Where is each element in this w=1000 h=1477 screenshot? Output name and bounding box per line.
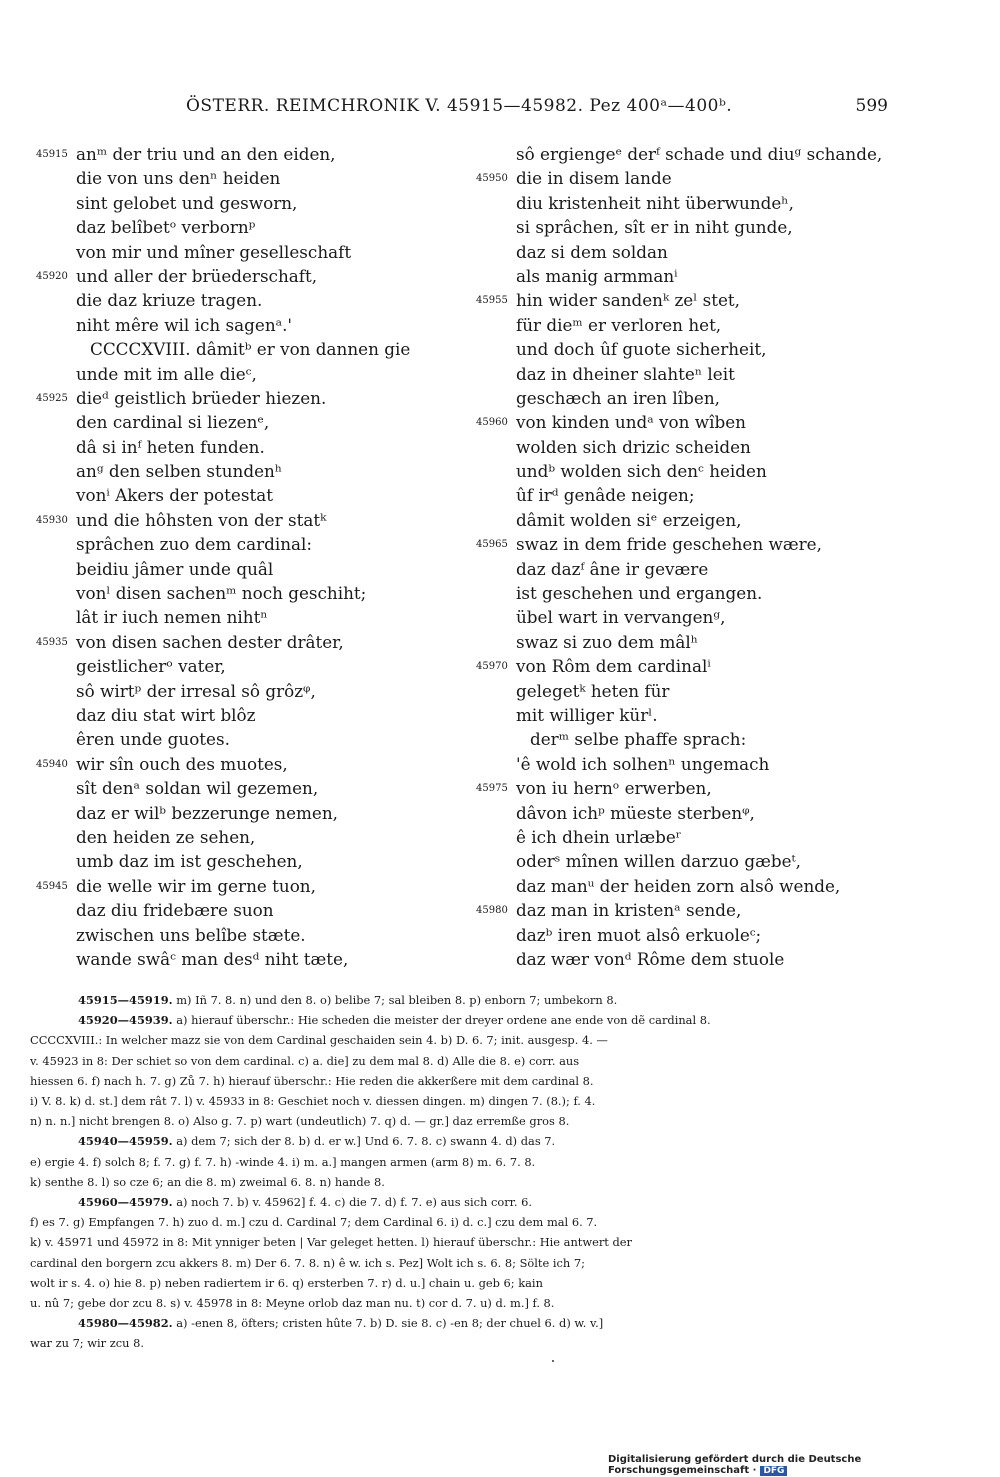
apparatus-line: [30, 1071, 884, 1091]
verse-line: [36, 215, 496, 239]
verse-line: [36, 630, 496, 654]
apparatus-line: [30, 1111, 884, 1131]
verse-line: [36, 191, 496, 215]
verse-line: [36, 801, 496, 825]
verse-text: daz dazᶠ âne ir gevære: [516, 558, 709, 579]
verse-text: daz manᵘ der heiden zorn alsô wende,: [516, 875, 841, 896]
header-title: ÖSTERR. REIMCHRONIK V. 45915—45982. Pez 400ᵃ—400ᵇ.: [186, 96, 733, 116]
verse-line: [476, 630, 936, 654]
line-number: 45960: [476, 417, 508, 429]
verse-line: [476, 703, 936, 727]
verse-text: ûf irᵈ genâde neigen;: [516, 485, 695, 506]
verse-text: für dieᵐ er verloren het,: [516, 314, 722, 335]
right-verse-column: [476, 142, 936, 971]
verse-line: [36, 605, 496, 629]
verse-line: [36, 776, 496, 800]
apparatus-text: k) senthe 8. l) so cze 6; an die 8. m) zweimal 6. 8. n) hande 8.: [30, 1174, 385, 1189]
verse-text: derᵐ selbe phaffe sprach:: [530, 729, 747, 750]
apparatus-text: v. 45923 in 8: Der schiet so von dem cardinal. c) a. die] zu dem mal 8. d) Alle die 8. e) corr. aus: [30, 1053, 580, 1068]
verse-line: [36, 727, 496, 751]
apparatus-line: [30, 1131, 884, 1151]
verse-line: [36, 557, 496, 581]
verse-line: [476, 215, 936, 239]
verse-line: [476, 166, 936, 190]
verse-text: mit williger kürˡ.: [516, 704, 658, 725]
verse-line: [36, 240, 496, 264]
verse-text: undᵇ wolden sich denᶜ heiden: [516, 461, 767, 482]
verse-text: von kinden undᵃ von wîben: [516, 412, 746, 433]
verse-line: [476, 264, 936, 288]
verse-text: den cardinal si liezenᵉ,: [76, 412, 270, 433]
verse-text: 'ê wold ich solhenⁿ ungemach: [516, 753, 770, 774]
apparatus-text: wolt ir s. 4. o) hie 8. p) neben radiertem ir 6. q) ersterben 7. r) d. u.] chain u. geb 6; kain: [30, 1275, 543, 1290]
apparatus-verse-range: 45980—45982.: [78, 1316, 173, 1331]
verse-text: vonˡ disen sachenᵐ noch geschiht;: [76, 583, 367, 604]
apparatus-text: hiessen 6. f) nach h. 7. g) Zů 7. h) hierauf überschr.: Hie reden die akkerßere mit dem cardinal 8.: [30, 1073, 594, 1088]
verse-text: geschæch an iren lîben,: [516, 387, 720, 408]
verse-line: [476, 849, 936, 873]
line-number: 45945: [36, 880, 68, 892]
verse-line: [36, 825, 496, 849]
verse-text: daz si dem soldan: [516, 241, 668, 262]
apparatus-line: [30, 1152, 884, 1172]
verse-line: [476, 825, 936, 849]
verse-text: sint gelobet und gesworn,: [76, 192, 298, 213]
apparatus-verse-range: 45940—45959.: [78, 1134, 173, 1149]
verse-line: [36, 703, 496, 727]
verse-text: von iu hernᵒ erwerben,: [516, 778, 712, 799]
apparatus-text: i) V. 8. k) d. st.] dem rât 7. l) v. 45933 in 8: Geschiet noch v. diessen dingen. m) dingen 7. (8.); f. 4.: [30, 1094, 596, 1109]
line-number: 45940: [36, 758, 68, 770]
verse-text: geistlicherᵒ vater,: [76, 656, 226, 677]
verse-line: [476, 727, 936, 751]
verse-line: [476, 191, 936, 215]
verse-line: [36, 337, 496, 361]
verse-text: die welle wir im gerne tuon,: [76, 875, 316, 896]
verse-text: si sprâchen, sît er in niht gunde,: [516, 217, 793, 238]
verse-text: von disen sachen dester drâter,: [76, 631, 344, 652]
apparatus-line: [30, 1091, 884, 1111]
verse-text: daz er wilᵇ bezzerunge nemen,: [76, 802, 339, 823]
verse-line: [36, 898, 496, 922]
apparatus-text: a) hierauf überschr.: Hie scheden die meister der dreyer ordene ane ende von dẽ cardinal 8.: [176, 1013, 711, 1028]
verse-line: [36, 435, 496, 459]
verse-text: anᵐ der triu und an den eiden,: [76, 144, 336, 164]
verse-line: [476, 483, 936, 507]
apparatus-text: a) noch 7. b) v. 45962] f. 4. c) die 7. d) f. 7. e) aus sich corr. 6.: [176, 1195, 532, 1210]
verse-text: die von uns denⁿ heiden: [76, 168, 281, 189]
digitization-footer: [608, 1454, 1000, 1476]
verse-text: diu kristenheit niht überwundeʰ,: [516, 192, 794, 213]
verse-line: [36, 849, 496, 873]
verse-line: [476, 898, 936, 922]
verse-line: [476, 654, 936, 678]
verse-line: [476, 142, 936, 166]
verse-line: [476, 874, 936, 898]
verse-text: dâvon ichᵖ müeste sterbenᵠ,: [516, 802, 755, 823]
verse-line: [36, 166, 496, 190]
apparatus-line: [30, 1192, 884, 1212]
verse-line: [476, 581, 936, 605]
scan-speck: [552, 1360, 554, 1362]
verse-text: sprâchen zuo dem cardinal:: [76, 534, 313, 555]
verse-line: [36, 459, 496, 483]
verse-line: [36, 923, 496, 947]
verse-text: ist geschehen und ergangen.: [516, 583, 763, 604]
line-number: 45925: [36, 392, 68, 404]
line-number: 45915: [36, 149, 68, 160]
verse-text: swaz si zuo dem mâlʰ: [516, 631, 699, 652]
verse-text: wande swâᶜ man desᵈ niht tæte,: [76, 948, 349, 969]
apparatus-line: [30, 1313, 884, 1333]
verse-text: und die hôhsten von der statᵏ: [76, 509, 327, 530]
apparatus-text: u. nû 7; gebe dor zcu 8. s) v. 45978 in 8: Meyne orlob daz man nu. t) cor d. 7. u) d. m.] f. 8.: [30, 1296, 555, 1311]
verse-line: [476, 923, 936, 947]
verse-line: [36, 386, 496, 410]
apparatus-line: [30, 1293, 884, 1313]
verse-line: [36, 532, 496, 556]
apparatus-text: a) -enen 8, öfters; cristen hûte 7. b) D. sie 8. c) -en 8; der chuel 6. d) w. v.]: [176, 1316, 604, 1331]
verse-line: [36, 679, 496, 703]
verse-line: [36, 313, 496, 337]
verse-line: [476, 386, 936, 410]
verse-line: [476, 776, 936, 800]
apparatus-text: n) n. n.] nicht brengen 8. o) Also g. 7. p) wart (undeutlich) 7. q) d. — gr.] daz erremße gros 8.: [30, 1114, 570, 1129]
line-number: 45955: [476, 295, 508, 307]
verse-line: [476, 288, 936, 312]
verse-text: die in disem lande: [516, 168, 672, 189]
verse-text: lât ir iuch nemen nihtⁿ: [76, 607, 268, 628]
line-number: 45970: [476, 661, 508, 673]
verse-line: [476, 605, 936, 629]
verse-text: ê ich dhein urlæbeʳ: [516, 826, 682, 847]
verse-text: daz wær vonᵈ Rôme dem stuole: [516, 948, 785, 969]
verse-line: [36, 288, 496, 312]
apparatus-line: [30, 1010, 884, 1030]
apparatus-line: [30, 1030, 884, 1050]
verse-text: den heiden ze sehen,: [76, 826, 256, 847]
verse-text: daz in dheiner slahteⁿ leit: [516, 363, 735, 384]
line-number: 45975: [476, 783, 508, 795]
verse-line: [476, 240, 936, 264]
verse-text: êren unde guotes.: [76, 729, 230, 750]
page-number: 599: [855, 96, 888, 116]
apparatus-verse-range: 45915—45919.: [78, 993, 173, 1007]
apparatus-line: [30, 1333, 884, 1353]
apparatus-text: k) v. 45971 und 45972 in 8: Mit ynniger beten | Var geleget hetten. l) hierauf überschr.: Hie antwert der: [30, 1235, 632, 1250]
line-number: 45930: [36, 514, 68, 526]
verse-text: umb daz im ist geschehen,: [76, 851, 303, 872]
verse-text: daz diu stat wirt blôz: [76, 704, 256, 725]
critical-apparatus: [30, 990, 884, 1354]
verse-text: wolden sich drizic scheiden: [516, 436, 751, 457]
left-verse-column: [36, 142, 496, 971]
verse-line: [36, 264, 496, 288]
verse-line: [476, 435, 936, 459]
verse-text: CCCCXVIII. dâmitᵇ er von dannen gie: [90, 339, 411, 360]
verse-line: [36, 654, 496, 678]
apparatus-line: [30, 1232, 884, 1252]
verse-line: [476, 557, 936, 581]
verse-line: [36, 874, 496, 898]
verse-line: [476, 947, 936, 971]
verse-text: als manig armmanⁱ: [516, 265, 678, 286]
running-header: [0, 96, 1000, 120]
verse-line: [36, 142, 496, 166]
verse-line: [36, 581, 496, 605]
verse-text: anᵍ den selben stundenʰ: [76, 461, 283, 482]
verse-text: die daz kriuze tragen.: [76, 290, 263, 311]
apparatus-verse-range: 45960—45979.: [78, 1195, 173, 1210]
line-number: 45950: [476, 173, 508, 185]
verse-text: swaz in dem fride geschehen wære,: [516, 534, 822, 555]
verse-text: unde mit im alle dieᶜ,: [76, 363, 257, 384]
verse-text: sît denᵃ soldan wil gezemen,: [76, 778, 319, 799]
apparatus-text: cardinal den borgern zcu akkers 8. m) Der 6. 7. 8. n) ê w. ich s. Pez] Wolt ich s. 6. 8; Sölte ich 7;: [30, 1255, 585, 1270]
verse-line: [476, 459, 936, 483]
verse-text: daz belîbetᵒ verbornᵖ: [76, 217, 256, 238]
verse-line: [36, 508, 496, 532]
apparatus-text: f) es 7. g) Empfangen 7. h) zuo d. m.] czu d. Cardinal 7; dem Cardinal 6. i) d. c.] czu dem mal 6. 7.: [30, 1215, 598, 1230]
verse-text: dieᵈ geistlich brüeder hiezen.: [76, 387, 327, 408]
verse-line: [476, 801, 936, 825]
verse-text: wir sîn ouch des muotes,: [76, 753, 288, 774]
verse-line: [476, 337, 936, 361]
apparatus-line: [30, 1273, 884, 1293]
verse-text: oderˢ mînen willen darzuo gæbeᵗ,: [516, 851, 802, 872]
apparatus-line: [30, 1172, 884, 1192]
verse-text: gelegetᵏ heten für: [516, 680, 670, 701]
footer-text: Digitalisierung gefördert durch die Deutsche Forschungsgemeinschaft ·: [608, 1454, 862, 1476]
verse-text: von Rôm dem cardinalⁱ: [516, 656, 711, 677]
verse-line: [476, 313, 936, 337]
apparatus-text: war zu 7; wir zcu 8.: [30, 1336, 144, 1351]
line-number: 45965: [476, 539, 508, 551]
apparatus-line: [30, 1212, 884, 1232]
verse-text: übel wart in vervangenᵍ,: [516, 607, 726, 628]
apparatus-text: a) dem 7; sich der 8. b) d. er w.] Und 6. 7. 8. c) swann 4. d) das 7.: [176, 1134, 556, 1149]
verse-text: daz diu fridebære suon: [76, 900, 274, 921]
line-number: 45920: [36, 270, 68, 282]
verse-line: [36, 752, 496, 776]
apparatus-line: [30, 1051, 884, 1071]
verse-text: dazᵇ iren muot alsô erkuoleᶜ;: [516, 924, 762, 945]
verse-line: [476, 532, 936, 556]
verse-text: und aller der brüederschaft,: [76, 265, 318, 286]
apparatus-text: CCCCXVIII.: In welcher mazz sie von dem Cardinal geschaiden sein 4. b) D. 6. 7; init. ausgesp. 4. —: [30, 1033, 608, 1048]
verse-text: und doch ûf guote sicherheit,: [516, 339, 767, 360]
verse-line: [36, 410, 496, 434]
verse-text: niht mêre wil ich sagenᵃ.': [76, 314, 293, 335]
apparatus-verse-range: 45920—45939.: [78, 1013, 173, 1028]
verse-text: dâ si inᶠ heten funden.: [76, 436, 265, 457]
apparatus-line: [30, 990, 884, 1010]
verse-line: [476, 410, 936, 434]
verse-text: zwischen uns belîbe stæte.: [76, 924, 306, 945]
verse-line: [476, 362, 936, 386]
line-number: 45935: [36, 636, 68, 648]
apparatus-text: e) ergie 4. f) solch 8; f. 7. g) f. 7. h) -winde 4. i) m. a.] mangen armen (arm 8) m. 6. 7. 8.: [30, 1154, 536, 1169]
verse-text: daz man in kristenᵃ sende,: [516, 900, 742, 921]
verse-text: von mir und mîner geselleschaft: [76, 241, 352, 262]
verse-line: [36, 483, 496, 507]
verse-text: beidiu jâmer unde quâl: [76, 558, 274, 579]
verse-line: [476, 679, 936, 703]
apparatus-line: [30, 1253, 884, 1273]
verse-text: sô ergiengeᵉ derᶠ schade und diuᵍ schande,: [516, 144, 883, 164]
verse-line: [36, 947, 496, 971]
verse-line: [36, 362, 496, 386]
verse-text: hin wider sandenᵏ zeˡ stet,: [516, 290, 740, 311]
verse-text: sô wirtᵖ der irresal sô grôzᵠ,: [76, 680, 316, 701]
verse-text: vonⁱ Akers der potestat: [76, 485, 273, 506]
verse-line: [476, 508, 936, 532]
apparatus-text: m) Iñ 7. 8. n) und den 8. o) belibe 7; sal bleiben 8. p) enborn 7; umbekorn 8.: [176, 993, 618, 1007]
dfg-logo: DFG: [760, 1466, 787, 1476]
verse-text: dâmit wolden siᵉ erzeigen,: [516, 509, 742, 530]
line-number: 45980: [476, 905, 508, 917]
verse-line: [476, 752, 936, 776]
